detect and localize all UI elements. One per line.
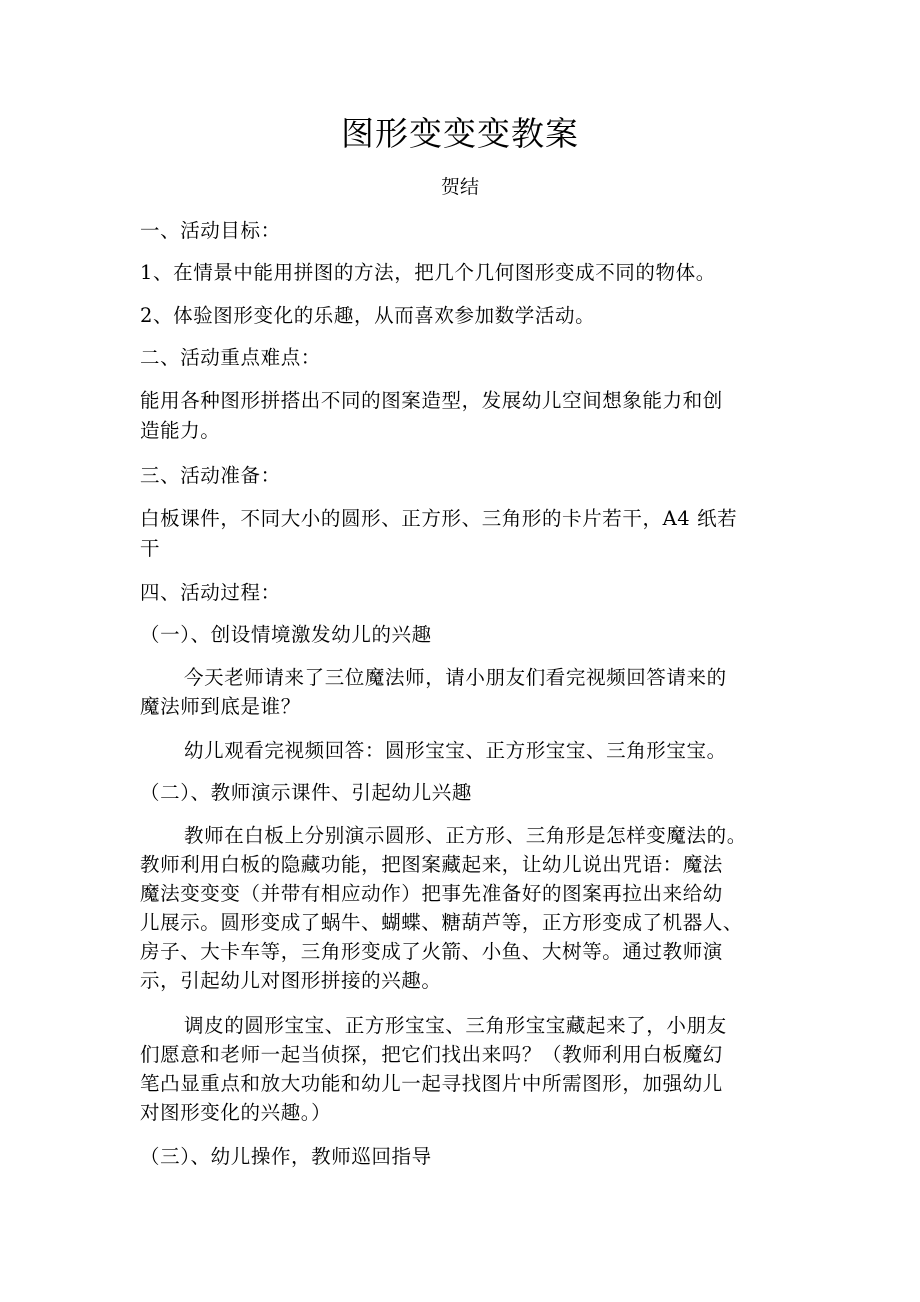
section-heading-preparation: 三、活动准备： [140,464,281,487]
paragraph-line: 今天老师请来了三位魔法师，请小朋友们看完视频回答请来的 [184,666,727,689]
paragraph-line: 魔法师到底是谁？ [140,695,301,718]
goal-item-2: 2、体验图形变化的乐趣，从而喜欢参加数学活动。 [140,304,596,327]
paragraph-line: 们愿意和老师一起当侦探，把它们找出来吗？（教师利用白板魔幻 [140,1043,723,1066]
paragraph-line: 儿展示。圆形变成了蜗牛、蝴蝶、糖葫芦等，正方形变成了机器人、 [140,911,744,934]
paragraph-line: 教师在白板上分别演示圆形、正方形、三角形是怎样变魔法的。 [184,824,747,847]
paragraph-line: 幼儿观看完视频回答：圆形宝宝、正方形宝宝、三角形宝宝。 [184,739,727,762]
section-heading-key-points: 二、活动重点难点： [140,346,321,369]
paragraph-line: 房子、大卡车等，三角形变成了火箭、小鱼、大树等。通过教师演 [140,940,723,963]
key-points-line-2: 造能力。 [140,419,221,442]
paragraph-line: 笔凸显重点和放大功能和幼儿一起寻找图片中所需图形，加强幼儿 [140,1072,723,1095]
paragraph-line: 对图形变化的兴趣。） [140,1101,332,1124]
process-step-1-heading: （一）、创设情境激发幼儿的兴趣 [140,623,432,646]
section-heading-process: 四、活动过程： [140,581,281,604]
section-heading-goals: 一、活动目标： [140,219,281,242]
document-author: 贺结 [440,176,479,198]
goal-item-1: 1、在情景中能用拼图的方法，把几个几何图形变成不同的物体。 [140,261,716,284]
paragraph-line: 示，引起幼儿对图形拼接的兴趣。 [140,969,442,992]
paragraph-line: 魔法变变变（并带有相应动作）把事先准备好的图案再拉出来给幼 [140,882,723,905]
paragraph-line: 调皮的圆形宝宝、正方形宝宝、三角形宝宝藏起来了，小朋友 [184,1014,727,1037]
process-step-2-heading: （二）、教师演示课件、引起幼儿兴趣 [140,781,472,804]
key-points-line-1: 能用各种图形拼搭出不同的图案造型，发展幼儿空间想象能力和创 [140,389,723,412]
paragraph-line: 教师利用白板的隐藏功能，把图案藏起来，让幼儿说出咒语：魔法 [140,853,723,876]
preparation-line-2: 干 [140,537,161,560]
preparation-line-1: 白板课件，不同大小的圆形、正方形、三角形的卡片若干，A4 纸若 [140,507,738,530]
document-title: 图形变变变教案 [341,114,579,153]
process-step-3-heading: （三）、幼儿操作，教师巡回指导 [140,1145,432,1168]
